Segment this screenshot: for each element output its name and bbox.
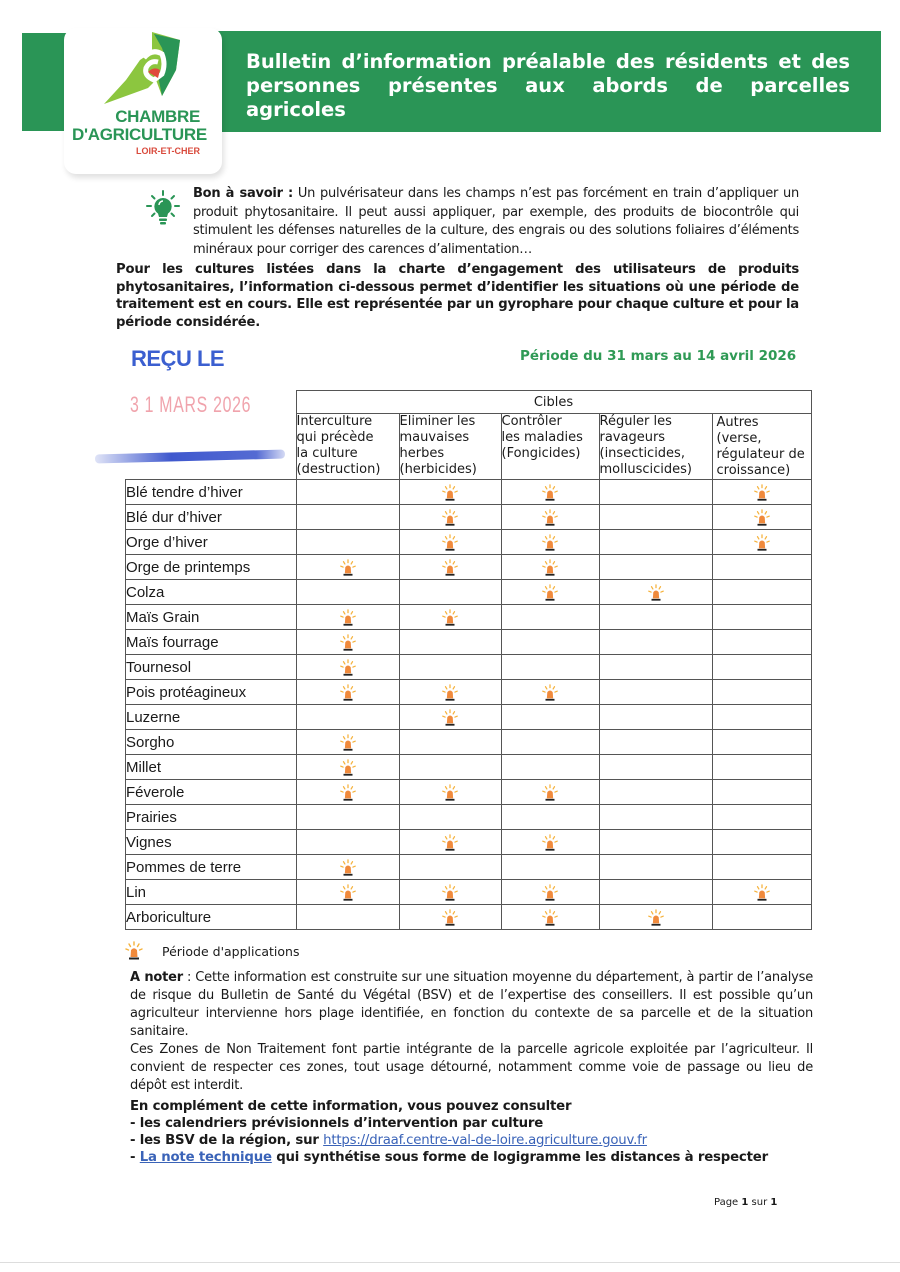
note-section — [130, 969, 813, 1095]
table-cell — [399, 580, 501, 605]
resource-item-calendars: - les calendriers prévisionnels d’intervention par culture — [130, 1116, 544, 1131]
table-cell — [599, 630, 712, 655]
column-header-line: mauvaises — [399, 430, 470, 445]
column-header — [599, 414, 712, 480]
table-row — [126, 630, 812, 655]
table-cell — [599, 730, 712, 755]
table-cell — [599, 505, 712, 530]
tip-text: Un pulvérisateur dans les champs n’est pas forcément en train d’appliquer un produit phytosanitaire. Il peut aussi appliquer, par exemple, des produits de biocontrôle qui stimulent les défenses naturelles de la culture, des engrais ou des solutions foliaires d’éléments minéraux pour corriger des carences d’alimentation… — [193, 186, 799, 257]
crop-name: Arboriculture — [126, 905, 297, 930]
draaf-link[interactable]: https://draaf.centre-val-de-loire.agriculture.gouv.fr — [323, 1133, 647, 1148]
table-cell — [712, 680, 811, 705]
table-cell — [399, 605, 501, 630]
tip-label: Bon à savoir : — [193, 186, 293, 201]
beacon-icon — [541, 784, 559, 802]
received-stamp: REÇU LE — [131, 346, 225, 371]
table-cell — [599, 605, 712, 630]
table-row — [126, 830, 812, 855]
table-cell — [399, 480, 501, 505]
page-prefix: Page — [714, 1197, 742, 1208]
beacon-icon — [541, 684, 559, 702]
table-cell — [501, 655, 599, 680]
table-cell — [296, 655, 399, 680]
table-cell — [296, 805, 399, 830]
table-cell — [501, 505, 599, 530]
table-cell — [712, 705, 811, 730]
table-cell — [296, 755, 399, 780]
table-cell — [501, 880, 599, 905]
beacon-icon — [647, 909, 665, 927]
table-row — [126, 580, 812, 605]
beacon-icon — [339, 784, 357, 802]
table-cell — [501, 730, 599, 755]
table-cell — [712, 655, 811, 680]
column-header-line: Eliminer les — [399, 414, 476, 429]
table-row — [126, 655, 812, 680]
table-cell — [599, 555, 712, 580]
table-cell — [712, 630, 811, 655]
table-cell — [599, 755, 712, 780]
beacon-icon — [541, 884, 559, 902]
column-header-line: Autres — [716, 415, 759, 430]
table-cell — [501, 530, 599, 555]
table-cell — [296, 830, 399, 855]
beacon-icon — [124, 941, 144, 961]
table-cell — [296, 580, 399, 605]
page-number — [714, 1197, 777, 1208]
table-cell — [399, 655, 501, 680]
technical-note-link[interactable]: La note technique — [139, 1150, 272, 1165]
logo-text-agriculture: D'AGRICULTURE — [72, 125, 207, 144]
treatment-table — [125, 390, 812, 930]
intro-paragraph: Pour les cultures listées dans la charte d’engagement des utilisateurs de produits phytosanitaires, l’information ci-dessous permet d’identifier les situations où une période de traitement est en cours. Elle est représentée par un gyrophare pour chaque culture et pour la période considérée. — [116, 262, 799, 330]
column-header-line: (insecticides, — [599, 446, 685, 461]
beacon-icon — [339, 559, 357, 577]
beacon-icon — [541, 534, 559, 552]
crop-name: Féverole — [126, 780, 297, 805]
table-row — [126, 530, 812, 555]
received-date-stamp: 3 1 MARS 2026 — [130, 392, 252, 417]
column-header-line: (verse, — [716, 431, 762, 446]
column-header — [296, 414, 399, 480]
table-cell — [501, 630, 599, 655]
table-cell — [399, 880, 501, 905]
column-header — [501, 414, 599, 480]
table-row — [126, 680, 812, 705]
crop-name: Millet — [126, 755, 297, 780]
table-cell — [399, 905, 501, 930]
table-cell — [599, 855, 712, 880]
beacon-icon — [339, 734, 357, 752]
table-cell — [399, 805, 501, 830]
table-cell — [501, 580, 599, 605]
beacon-icon — [339, 659, 357, 677]
beacon-icon — [441, 884, 459, 902]
table-group-header: Cibles — [296, 391, 811, 414]
column-header-line: la culture — [296, 446, 358, 461]
beacon-icon — [541, 509, 559, 527]
table-row — [126, 730, 812, 755]
beacon-icon — [753, 509, 771, 527]
table-cell — [501, 480, 599, 505]
beacon-icon — [441, 509, 459, 527]
table-row — [126, 705, 812, 730]
table-cell — [712, 555, 811, 580]
table-row — [126, 605, 812, 630]
beacon-icon — [441, 709, 459, 727]
crop-name: Prairies — [126, 805, 297, 830]
table-cell — [712, 530, 811, 555]
table-row — [126, 505, 812, 530]
table-cell — [501, 830, 599, 855]
table-cell — [599, 705, 712, 730]
table-cell — [296, 880, 399, 905]
note-label: A noter — [130, 970, 183, 985]
column-header-line: les maladies — [501, 430, 583, 445]
table-row — [126, 755, 812, 780]
column-header — [399, 414, 501, 480]
table-cell — [399, 730, 501, 755]
crop-name: Vignes — [126, 830, 297, 855]
table-cell — [399, 780, 501, 805]
resource-note-prefix: - — [130, 1150, 140, 1165]
table-cell — [296, 780, 399, 805]
page-separator: sur — [748, 1197, 771, 1208]
column-header — [712, 414, 811, 480]
table-cell — [399, 855, 501, 880]
table-cell — [501, 680, 599, 705]
table-cell — [501, 605, 599, 630]
table-cell — [712, 905, 811, 930]
additional-resources — [130, 1098, 830, 1166]
table-cell — [296, 905, 399, 930]
page-title: Bulletin d’information préalable des résidents et des personnes présentes aux abords de parcelles agricoles — [246, 50, 850, 121]
beacon-icon — [339, 634, 357, 652]
resource-note-suffix: qui synthétise sous forme de logigramme les distances à respecter — [271, 1150, 768, 1165]
table-cell — [399, 830, 501, 855]
table-cell — [712, 780, 811, 805]
crop-name: Lin — [126, 880, 297, 905]
crop-name: Tournesol — [126, 655, 297, 680]
crop-name: Maïs Grain — [126, 605, 297, 630]
table-cell — [399, 755, 501, 780]
table-cell — [712, 855, 811, 880]
table-cell — [399, 705, 501, 730]
beacon-icon — [753, 484, 771, 502]
column-header-line: croissance) — [716, 463, 791, 478]
table-cell — [712, 605, 811, 630]
table-cell — [712, 505, 811, 530]
tip-paragraph — [193, 185, 799, 259]
table-cell — [501, 780, 599, 805]
beacon-icon — [441, 484, 459, 502]
beacon-icon — [541, 559, 559, 577]
resources-intro: En complément de cette information, vous pouvez consulter — [130, 1099, 572, 1114]
table-cell — [599, 880, 712, 905]
table-cell — [599, 905, 712, 930]
beacon-icon — [339, 884, 357, 902]
beacon-icon — [339, 759, 357, 777]
table-cell — [501, 755, 599, 780]
crop-name: Orge d’hiver — [126, 530, 297, 555]
beacon-icon — [441, 784, 459, 802]
crop-name: Blé dur d’hiver — [126, 505, 297, 530]
beacon-icon — [541, 584, 559, 602]
note-text-1: : Cette information est construite sur une situation moyenne du département, à partir de l’analyse de risque du Bulletin de Santé du Végétal (BSV) et de l’expertise des conseillers. Il est possible qu’un agriculteur intervienne hors plage identifiée, en fonction du contexte de sa parcelle et de la situation sanitaire. — [130, 970, 813, 1039]
table-cell — [501, 905, 599, 930]
page-edge — [0, 1262, 900, 1263]
table-cell — [599, 480, 712, 505]
table-cell — [296, 505, 399, 530]
table-cell — [501, 855, 599, 880]
crop-name: Pois protéagineux — [126, 680, 297, 705]
table-cell — [296, 530, 399, 555]
table-row — [126, 855, 812, 880]
beacon-icon — [541, 909, 559, 927]
beacon-icon — [753, 884, 771, 902]
column-header-line: Interculture — [296, 414, 373, 429]
column-header-line: ravageurs — [599, 430, 666, 445]
crop-name: Orge de printemps — [126, 555, 297, 580]
table-row — [126, 905, 812, 930]
column-header-line: qui précède — [296, 430, 374, 445]
table-row — [126, 555, 812, 580]
logo-text-department: LOIR-ET-CHER — [136, 146, 200, 156]
column-header-line: (destruction) — [296, 462, 381, 477]
table-cell — [501, 555, 599, 580]
table-cell — [296, 705, 399, 730]
table-cell — [599, 680, 712, 705]
table-cell — [599, 580, 712, 605]
resource-item-bsv — [130, 1132, 830, 1149]
crop-name: Pommes de terre — [126, 855, 297, 880]
table-cell — [599, 530, 712, 555]
beacon-icon — [441, 534, 459, 552]
table-cell — [712, 805, 811, 830]
column-header-line: herbes — [399, 446, 445, 461]
table-cell — [501, 805, 599, 830]
column-header-line: Contrôler — [501, 414, 562, 429]
beacon-icon — [441, 684, 459, 702]
column-header-line: molluscicides) — [599, 462, 692, 477]
table-cell — [399, 680, 501, 705]
column-header-line: (Fongicides) — [501, 446, 581, 461]
column-header-line: (herbicides) — [399, 462, 477, 477]
table-cell — [599, 655, 712, 680]
beacon-icon — [441, 609, 459, 627]
table-cell — [399, 505, 501, 530]
table-cell — [399, 630, 501, 655]
table-cell — [712, 880, 811, 905]
table-row — [126, 780, 812, 805]
table-cell — [712, 830, 811, 855]
column-header-line: Réguler les — [599, 414, 672, 429]
beacon-icon — [647, 584, 665, 602]
table-cell — [712, 730, 811, 755]
beacon-icon — [441, 559, 459, 577]
table-cell — [599, 780, 712, 805]
table-row — [126, 880, 812, 905]
beacon-icon — [339, 859, 357, 877]
table-cell — [712, 480, 811, 505]
page-current: 1 — [741, 1197, 749, 1208]
logo-text-chambre: CHAMBRE — [115, 107, 200, 126]
table-cell — [296, 480, 399, 505]
table-cell — [712, 580, 811, 605]
beacon-icon — [541, 834, 559, 852]
table-row — [126, 480, 812, 505]
beacon-icon — [541, 484, 559, 502]
table-cell — [296, 680, 399, 705]
legend-label: Période d'applications — [162, 944, 300, 959]
resource-bsv-prefix: - les BSV de la région, sur — [130, 1133, 324, 1148]
table-row — [126, 805, 812, 830]
table-cell — [599, 805, 712, 830]
table-cell — [296, 555, 399, 580]
resource-item-note — [130, 1149, 830, 1166]
crop-name: Colza — [126, 580, 297, 605]
table-cell — [399, 555, 501, 580]
table-cell — [296, 630, 399, 655]
table-corner — [126, 391, 297, 480]
crop-name: Maïs fourrage — [126, 630, 297, 655]
table-cell — [296, 605, 399, 630]
beacon-icon — [441, 834, 459, 852]
table-cell — [501, 705, 599, 730]
table-cell — [399, 530, 501, 555]
table-cell — [296, 855, 399, 880]
table-cell — [296, 730, 399, 755]
note-paragraph-2: Ces Zones de Non Traitement font partie intégrante de la parcelle agricole exploitée par l’agriculteur. Il convient de respecter ces zones, tout usage détourné, notamment comme voie de passage ou lieu de dépôt est interdit. — [130, 1042, 813, 1093]
crop-name: Blé tendre d’hiver — [126, 480, 297, 505]
beacon-icon — [753, 534, 771, 552]
note-paragraph-1 — [130, 969, 813, 1041]
crop-name: Sorgho — [126, 730, 297, 755]
crop-name: Luzerne — [126, 705, 297, 730]
beacon-icon — [339, 684, 357, 702]
table-cell — [599, 830, 712, 855]
beacon-icon — [441, 909, 459, 927]
period-label: Période du 31 mars au 14 avril 2026 — [520, 348, 797, 364]
beacon-icon — [339, 609, 357, 627]
column-header-line: régulateur de — [716, 447, 805, 462]
table-cell — [712, 755, 811, 780]
lightbulb-icon — [146, 190, 180, 226]
page-total: 1 — [770, 1197, 778, 1208]
chamber-logo-icon — [92, 30, 187, 110]
